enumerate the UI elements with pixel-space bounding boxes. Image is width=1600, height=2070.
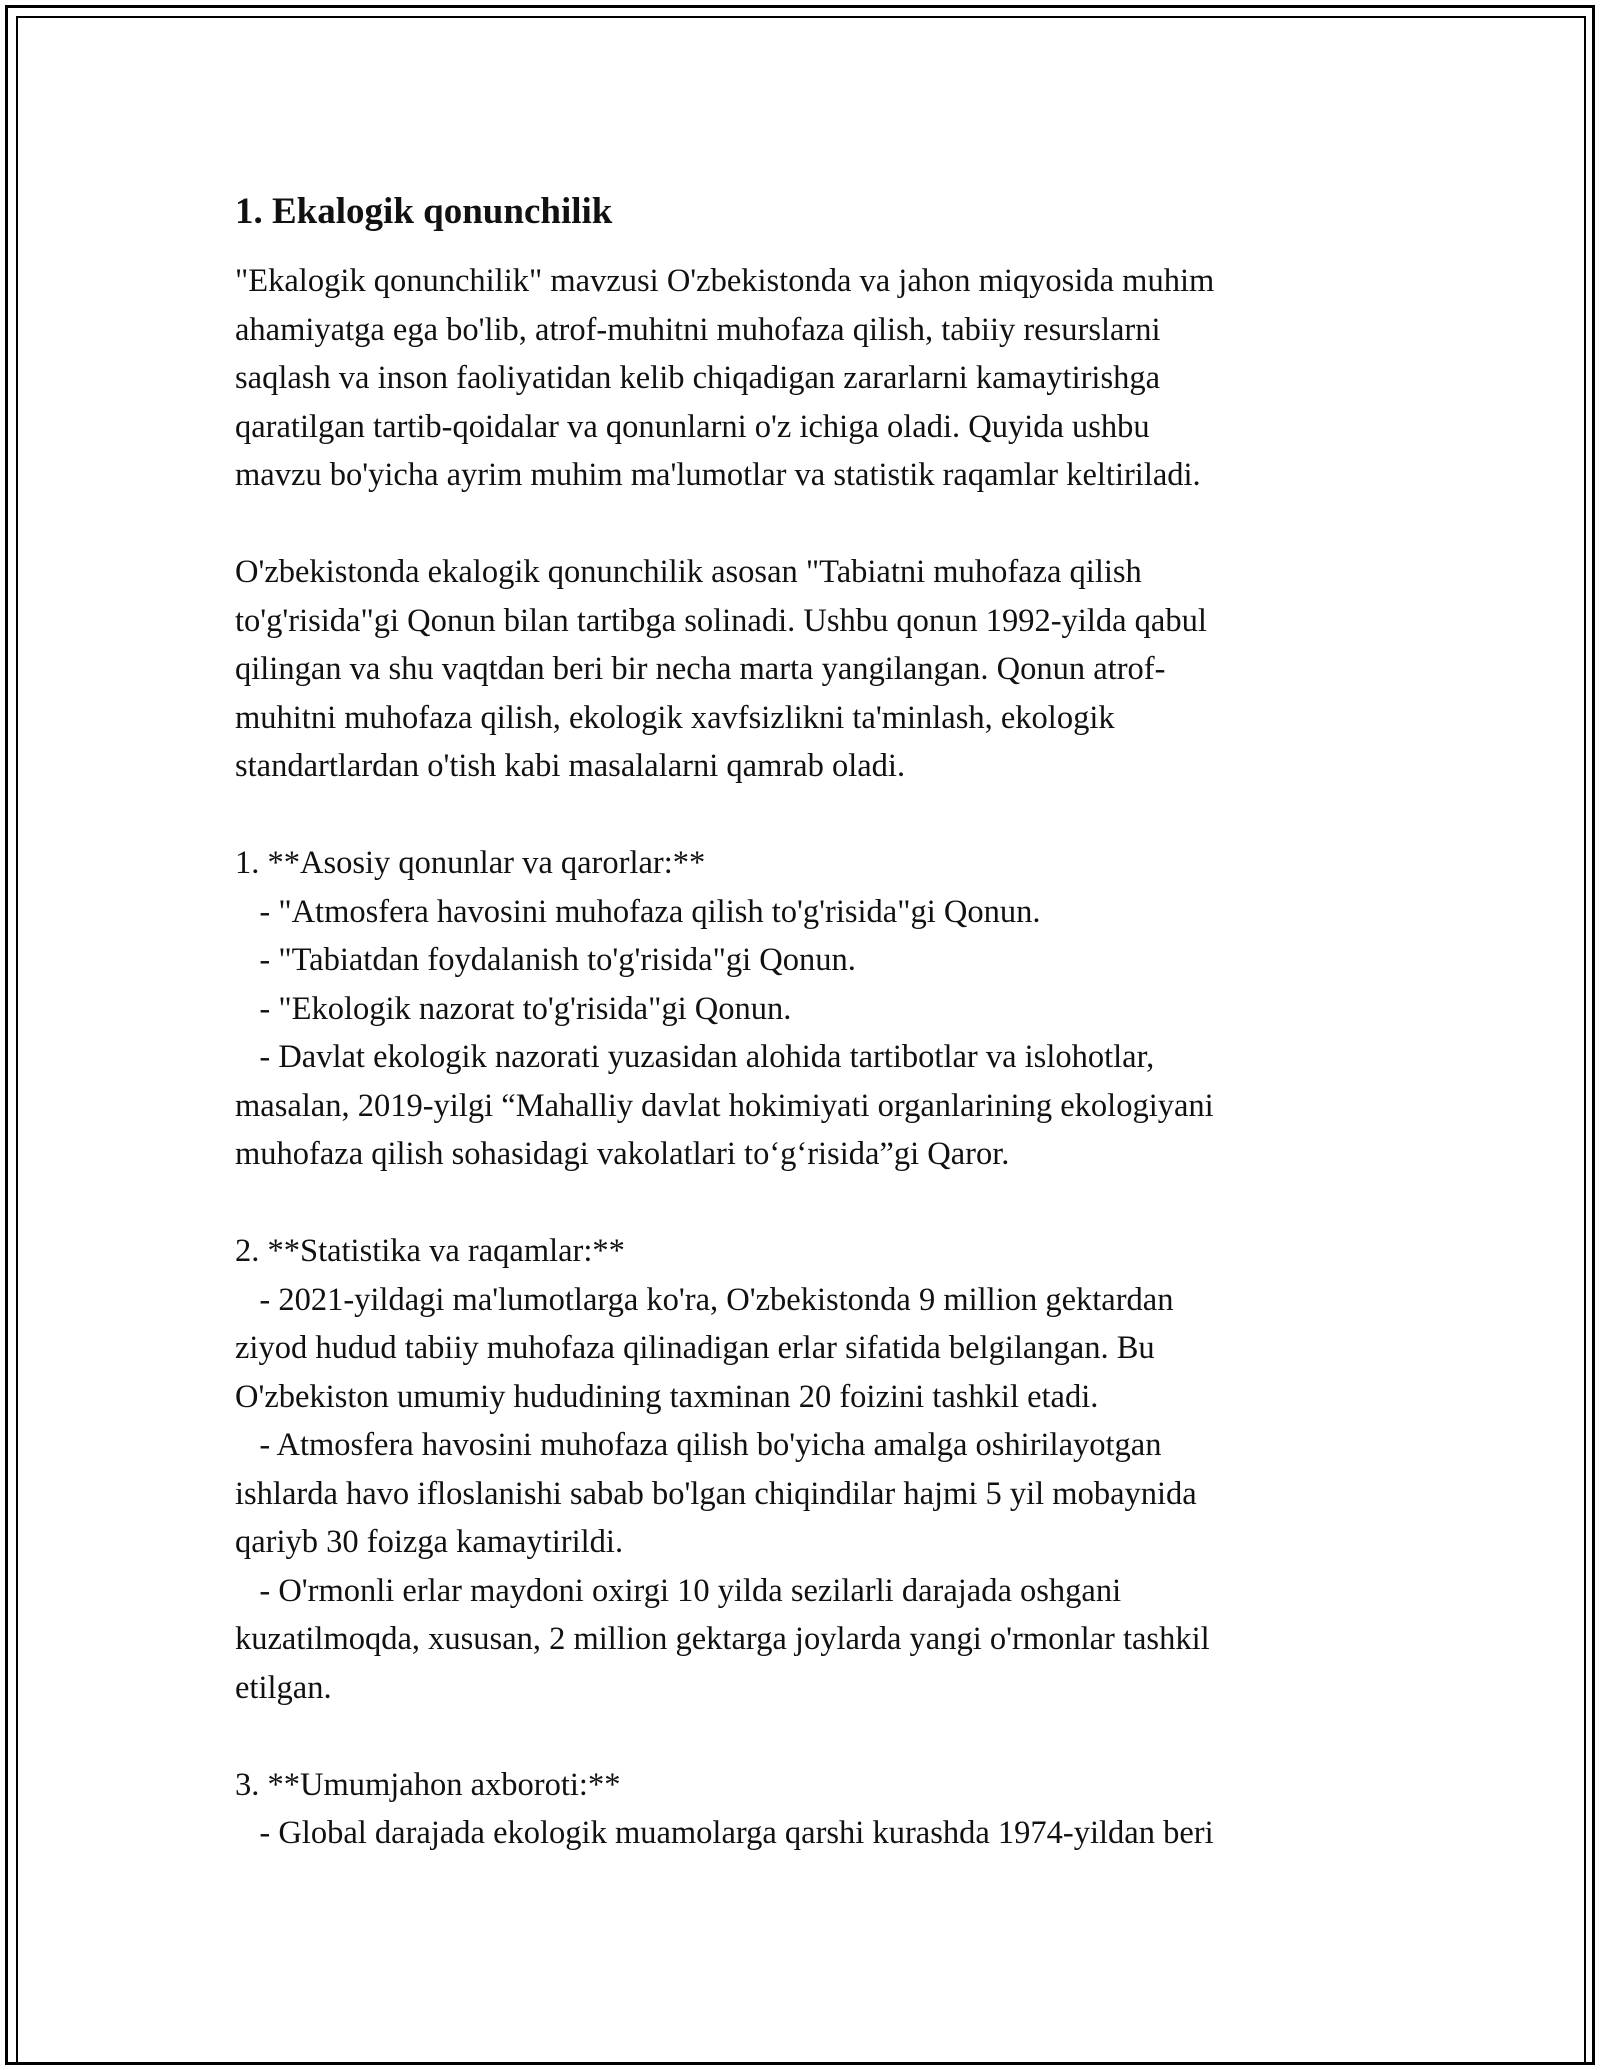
text-line: qariyb 30 foizga kamaytirildi. (235, 1524, 624, 1560)
text-line: muhofaza qilish sohasidagi vakolatlari to‘g‘risida”gi Qaror. (235, 1136, 1010, 1172)
list-item: - "Atmosfera havosini muhofaza qilish to'g'risida"gi Qonun. (235, 893, 1041, 930)
list-item: - 2021-yildagi ma'lumotlarga ko'ra, O'zbekistonda 9 million gektardan (235, 1281, 1174, 1318)
text-line: "Ekalogik qonunchilik" mavzusi O'zbekistonda va jahon miqyosida muhim (235, 263, 1215, 299)
text-line: muhitni muhofaza qilish, ekologik xavfsizlikni ta'minlash, ekologik (235, 699, 1115, 736)
section-main-laws (235, 839, 1375, 1179)
list-item: - Atmosfera havosini muhofaza qilish bo'yicha amalga oshirilayotgan (235, 1427, 1162, 1463)
text-line: to'g'risida"gi Qonun bilan tartibga solinadi. Ushbu qonun 1992-yilda qabul (235, 602, 1207, 639)
section-statistics (235, 1227, 1375, 1712)
text-line: O'zbekiston umumiy hududining taxminan 20 foizini tashkil etadi. (235, 1378, 1099, 1415)
list-item: - Global darajada ekologik muamolarga qarshi kurashda 1974-yildan beri (235, 1815, 1214, 1851)
section-heading: 2. **Statistika va raqamlar:** (235, 1233, 625, 1269)
text-line: standartlardan o'tish kabi masalalarni qamrab oladi. (235, 748, 906, 784)
text-line: mavzu bo'yicha ayrim muhim ma'lumotlar va statistik raqamlar keltiriladi. (235, 457, 1201, 493)
text-line: qilingan va shu vaqtdan beri bir necha marta yangilangan. Qonun atrof- (235, 651, 1166, 687)
text-line: saqlash va inson faoliyatidan kelib chiqadigan zararlarni kamaytirishga (235, 360, 1161, 396)
list-item: - "Ekologik nazorat to'g'risida"gi Qonun. (235, 990, 792, 1027)
text-line: masalan, 2019-yilgi “Mahalliy davlat hokimiyati organlarining ekologiyani (235, 1087, 1214, 1124)
paragraph-gap (235, 791, 1375, 840)
section-heading: 1. **Asosiy qonunlar va qarorlar:** (235, 845, 706, 881)
paragraph-gap (235, 1179, 1375, 1228)
list-item: - "Tabiatdan foydalanish to'g'risida"gi Qonun. (235, 942, 856, 978)
legislation-paragraph (235, 548, 1375, 791)
document-body (235, 188, 1375, 1858)
intro-paragraph (235, 257, 1375, 500)
text-line: ishlarda havo ifloslanishi sabab bo'lgan chiqindilar hajmi 5 yil mobaynida (235, 1475, 1197, 1512)
text-line: O'zbekistonda ekalogik qonunchilik asosan "Tabiatni muhofaza qilish (235, 554, 1142, 590)
list-item: - Davlat ekologik nazorati yuzasidan alohida tartibotlar va islohotlar, (235, 1039, 1155, 1075)
text-line: ziyod hudud tabiiy muhofaza qilinadigan erlar sifatida belgilangan. Bu (235, 1330, 1155, 1366)
page-title: 1. Ekalogik qonunchilik (235, 191, 613, 232)
section-global-info (235, 1761, 1375, 1858)
paragraph-gap (235, 500, 1375, 549)
text-line: kuzatilmoqda, xususan, 2 million gektarga joylarda yangi o'rmonlar tashkil (235, 1621, 1210, 1657)
section-heading: 3. **Umumjahon axboroti:** (235, 1766, 621, 1803)
text-line: ahamiyatga ega bo'lib, atrof-muhitni muhofaza qilish, tabiiy resurslarni (235, 311, 1161, 348)
list-item: - O'rmonli erlar maydoni oxirgi 10 yilda sezilarli darajada oshgani (235, 1572, 1122, 1609)
text-line: etilgan. (235, 1669, 332, 1706)
text-line: qaratilgan tartib-qoidalar va qonunlarni o'z ichiga oladi. Quyida ushbu (235, 408, 1150, 445)
paragraph-gap (235, 1712, 1375, 1761)
